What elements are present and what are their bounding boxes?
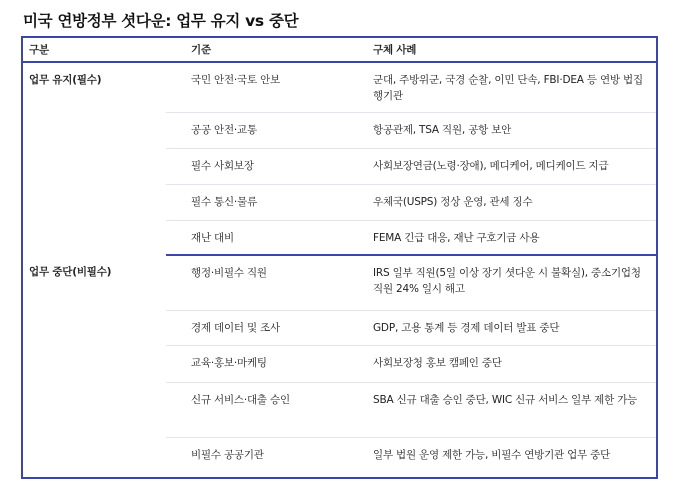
- page-title: 미국 연방정부 셧다운: 업무 유지 vs 중단: [23, 12, 299, 30]
- detail-cell: 군대, 주방위군, 국경 순찰, 이민 단속, FBI·DEA 등 연방 법집행기관: [356, 62, 656, 112]
- detail-cell: 사회보장청 홍보 캠페인 중단: [356, 345, 656, 382]
- criterion-cell: 재난 대비: [166, 220, 356, 255]
- detail-cell: 우체국(USPS) 정상 운영, 관세 징수: [356, 184, 656, 220]
- table-header-row: [23, 38, 656, 62]
- criterion-cell: 국민 안전·국토 안보: [166, 62, 356, 112]
- detail-cell: SBA 신규 대출 승인 중단, WIC 신규 서비스 일부 제한 가능: [356, 382, 656, 437]
- criterion-cell: 필수 사회보장: [166, 148, 356, 184]
- detail-cell: 항공관제, TSA 직원, 공항 보안: [356, 112, 656, 148]
- criterion-cell: 신규 서비스·대출 승인: [166, 382, 356, 437]
- category-cell-maintained: 업무 유지(필수): [29, 74, 102, 86]
- criterion-cell: 필수 통신·물류: [166, 184, 356, 220]
- column-header-criterion: 기준: [166, 38, 356, 62]
- criterion-cell: 비필수 공공기관: [191, 448, 264, 461]
- data-table: [23, 38, 656, 475]
- category-cell-suspended: 업무 중단(비필수): [29, 266, 112, 278]
- column-header-category: 구분: [23, 38, 166, 62]
- criterion-cell: 행정·비필수 직원: [166, 255, 356, 310]
- table-row: [23, 255, 656, 310]
- criterion-cell: 경제 데이터 및 조사: [166, 310, 356, 345]
- detail-cell: GDP, 고용 통계 등 경제 데이터 발표 중단: [356, 310, 656, 345]
- detail-cell: IRS 일부 직원(5일 이상 장기 셧다운 시 불확실), 중소기업청 직원 24% 일시 해고: [356, 255, 656, 310]
- detail-cell: FEMA 긴급 대응, 재난 구호기금 사용: [356, 220, 656, 255]
- table-row: [23, 62, 656, 112]
- detail-cell: 일부 법원 운영 제한 가능, 비필수 연방기관 업무 중단: [373, 448, 611, 461]
- shutdown-table: [21, 36, 658, 479]
- criterion-cell: 공공 안전·교통: [166, 112, 356, 148]
- criterion-cell: 교육·홍보·마케팅: [166, 345, 356, 382]
- detail-cell: 사회보장연금(노령·장애), 메디케어, 메디케이드 지급: [356, 148, 656, 184]
- column-header-detail: 구체 사례: [356, 38, 656, 62]
